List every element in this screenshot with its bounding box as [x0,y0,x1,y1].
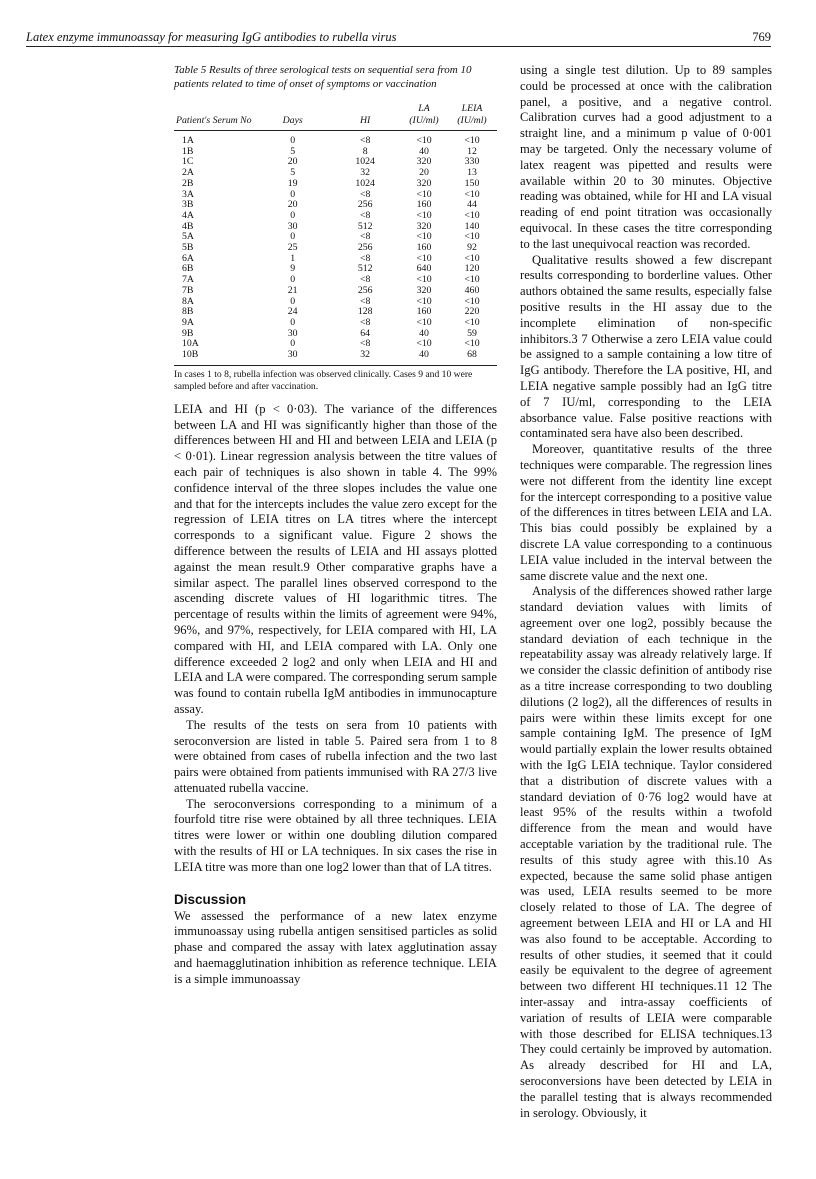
table-cell: 9 [290,263,296,275]
table-cell: <10 [464,188,480,200]
table-cell: 25 [287,242,298,254]
table-cell: 32 [360,167,371,179]
column-header: LEIA (IU/ml) [447,103,497,131]
table-cell: 1A [182,135,194,146]
table-cell: 7B [182,284,194,296]
table-cell: <10 [464,209,480,221]
table-cell: 4B [182,220,194,232]
table-cell: <10 [416,274,432,286]
paragraph: We assessed the performance of a new latex enzyme immunoassay using rubella antigen sensitised particles as solid phase and compared the assay with latex agglutination assay and haemagglutination inhibition as reference technique. LEIA is a simple immunoassay [174,908,497,986]
table-cell: <10 [416,135,432,146]
table-cell: 21 [287,284,298,296]
table-cell: <10 [464,316,480,328]
running-header [26,30,771,47]
table-row [174,222,497,233]
table-cell: 1024 [355,177,375,189]
table-cell: <8 [359,252,371,264]
table-row [174,168,497,179]
table-cell: 7A [182,274,194,286]
table-cell: <8 [359,338,371,350]
table-cell: 10A [182,338,199,350]
table-row [174,147,497,158]
table-row [174,131,497,147]
table-cell: 256 [357,242,373,254]
table-cell: <10 [464,295,480,307]
journal-running-title: Latex enzyme immunoassay for measuring IgG antibodies to rubella virus [26,30,397,44]
table-cell: 40 [419,327,429,339]
table-cell: 8A [182,295,194,307]
table-row [174,200,497,211]
table-row [174,286,497,297]
table-cell: 6B [182,263,194,275]
table-row [174,297,497,308]
table-cell: 1 [290,252,296,264]
right-column [520,63,772,1121]
paragraph: using a single test dilution. Up to 89 samples could be processed at once with the calibration panel, a positive, and a negative control. Calibration curves had a good adjustment to a straight line, and a minimum p value of 0·001 may be targeted. Only the necessary volume of latex reagent was pipetted and results were available within 20 to 30 minutes. Objective reading was obtained, while for HI and LA visual reading of end point titration was occasionally equivocal. In these cases the titre corresponding to the last unequivocal reaction was recorded. [520,63,772,251]
paragraph: The results of the tests on sera from 10 patients with seroconversion are listed in table 5. Paired sera from 1 to 8 were obtained from cases of rubella infection and the two last pairs were obtained from patients immunised with RA 27/3 live attenuated rubella vaccine. [174,717,497,795]
table-cell: <10 [464,135,480,146]
table-row [174,243,497,254]
table-cell: 460 [464,284,480,296]
paragraph: Qualitative results showed a few discrepant results corresponding to borderline values. Other authors obtained the same results, especially false positive results in the HI assay due to the incomplete elimination of non-specific inhibitors.3 7 Otherwise a zero LEIA value could be assigned to a sample containing a low titre of IgG antibody. Therefore the LA positive, HI, and LEIA negative sample possibly had an IgG titre of 7 IU/ml, corresponding to the LEIA absorbance value. False positive reactions with contaminated sera have also been described. [520,252,772,441]
table-cell: 24 [287,306,298,318]
table-cell: 3A [182,188,194,200]
table-cell: 8 [362,145,368,157]
table-row [174,350,497,365]
table-cell: 40 [419,145,429,157]
table-cell: 0 [290,209,296,221]
table-row [174,339,497,350]
table-cell: 640 [416,263,432,275]
table-cell: 320 [416,177,432,189]
results-table [174,103,497,365]
table-cell: 20 [419,167,429,179]
table-cell: 320 [416,220,432,232]
table-cell: 13 [467,167,477,179]
paragraph: Moreover, quantitative results of the three techniques were comparable. The regression lines were not different from the identity line except for the intercept corresponding to a positive value of the differences in titres between LEIA and LA. This bias could possibly be explained by a discrete LA value corresponding to a continuous LEIA value included in the interval between the same discrete value and the next one. [520,442,772,583]
table-cell: 0 [290,338,296,350]
table-cell: 0 [290,231,296,243]
table-row [174,264,497,275]
table-cell: <8 [359,295,371,307]
column-header: LA (IU/ml) [401,103,447,131]
table-cell: 40 [419,349,429,361]
table-cell: 5 [290,167,296,179]
table-cell: <10 [464,231,480,243]
table-cell: <10 [464,338,480,350]
table-cell: 2B [182,177,194,189]
table-row [174,190,497,201]
table-cell: 9A [182,316,194,328]
table-cell: 4A [182,209,194,221]
table-cell: <8 [359,188,371,200]
table-cell: <10 [464,274,480,286]
table-cell: 0 [290,316,296,328]
table-cell: 320 [416,156,432,168]
table-cell: 160 [416,199,432,211]
table-cell: 92 [467,242,477,254]
table-cell: <8 [359,316,371,328]
table-row [174,254,497,265]
table-cell: <10 [416,231,432,243]
table-cell: 64 [360,327,371,339]
table-cell: 160 [416,242,432,254]
table-cell: 12 [467,145,477,157]
table-row [174,232,497,243]
table-cell: 32 [360,349,371,361]
table-cell: 0 [290,274,296,286]
table-cell: 140 [464,220,480,232]
table-cell: <10 [416,295,432,307]
table-cell: 59 [467,327,477,339]
table-footnote: In cases 1 to 8, rubella infection was observed clinically. Cases 9 and 10 were sampled before and after vaccination. [174,365,497,393]
table-caption: Table 5 Results of three serological tests on sequential sera from 10 patients related to time of onset of symptoms or vaccination [174,64,472,90]
table-cell: 512 [357,220,373,232]
table-cell: 1024 [355,156,375,168]
table-cell: 256 [357,199,373,211]
table-cell: 0 [290,135,296,146]
table-cell: <8 [359,274,371,286]
table-cell: 150 [464,177,480,189]
table-cell: 512 [357,263,373,275]
table-cell: 5 [290,145,296,157]
table-cell: <10 [416,338,432,350]
table-cell: 1C [182,156,194,168]
left-body-text [174,402,497,988]
table-cell: 160 [416,306,432,318]
table-cell: <8 [359,209,371,221]
table-cell: 3B [182,199,194,211]
column-header: HI [329,103,401,131]
table-cell: 19 [287,177,298,189]
table-cell: <10 [464,252,480,264]
table-cell: 30 [287,349,298,361]
table-cell: 6A [182,252,194,264]
table-cell: 9B [182,327,194,339]
left-column [174,63,497,988]
table-cell: <8 [359,231,371,243]
table-cell: 128 [357,306,373,318]
page-number: 769 [752,30,771,44]
table-cell: 5B [182,242,194,254]
table-cell: 5A [182,231,194,243]
column-header: Patient's Serum No [174,103,256,131]
table-cell: 30 [287,220,298,232]
table-cell: <10 [416,188,432,200]
table-cell: 68 [467,349,477,361]
table-row [174,307,497,318]
table-row [174,211,497,222]
table-row [174,318,497,329]
table-cell: 8B [182,306,194,318]
table-cell: 320 [416,284,432,296]
table-row [174,329,497,340]
table-cell: 2A [182,167,194,179]
table-cell: 220 [464,306,480,318]
table-cell: 330 [464,156,480,168]
table-cell: 256 [357,284,373,296]
table-body [174,131,497,365]
table-cell: 30 [287,327,298,339]
table-cell: 20 [287,199,298,211]
column-header: Days [256,103,329,131]
paragraph: Analysis of the differences showed rather large standard deviation values with limits of agreement over one log2, possibly because the standard deviation of each technique in the repeatability assay was already relatively large. If we consider the classic definition of antibody rise as a titre increase corresponding to two doubling dilutions (2 log2), all the differences of results in pairs were within these limits except for one sample containing IgM. The presence of IgM would partially explain the lower results obtained with the IgG LEIA technique. Taylor considered that a distribution of discrete values with a standard deviation of 0·76 log2 would have at least 95% of the results within a twofold difference from the mean and would have acceptable variation by the traditional rule. The results of this study agree with this.10 As expected, because the same solid phase antigen was used, LEIA results seemed to be more closely related to those of LA. The degree of agreement between LEIA and HI or LA and HI was also found to be acceptable. According to results of other studies, it seemed that it could easily be equivalent to the degree of agreement between two different HI techniques.11 12 The inter-assay and intra-assay coefficients of variation of results of LEIA were comparable with those described for ELISA techniques.13 They could certainly be improved by automation. As already described for HI and LA, seroconversions have been detected by LEIA in the parallel testing that is always recommended in serology. Obviously, it [520,584,772,1120]
table-header-row [174,103,497,131]
table-cell: 120 [464,263,480,275]
table-row [174,275,497,286]
section-heading: Discussion [174,891,247,907]
table-cell: <10 [416,252,432,264]
paragraph: LEIA and HI (p < 0·03). The variance of the differences between LA and HI was significantly higher than those of the differences between HI and HI and between LEIA and LEIA (p < 0·01). Linear regression analysis between the titre values of each pair of techniques is also shown in table 4. The 99% confidence interval of the three slopes includes the value one and that for the intercepts includes the value zero except for the regression of LEIA titres on LA titres where the intercept corresponds to a significant value. Figure 2 shows the difference between the results of LEIA and HI assays plotted against the mean result.9 Other comparative graphs have a similar aspect. The parallel lines observed correspond to the ascending discrete values of HI logarithmic titres. The percentage of results within the limits of agreement were 94%, 96%, and 97%, respectively, for LEIA compared with HI, LA compared with HI, and LEIA compared with LA. Only one difference exceeded 2 log2 and only when LEIA and HI and LEIA and LA were compared. The corresponding serum sample was found to contain rubella IgM antibodies in immunocapture assay. [174,401,497,716]
table-cell: 0 [290,295,296,307]
table-cell: 0 [290,188,296,200]
table-row [174,179,497,190]
table-row [174,157,497,168]
table-cell: <10 [416,316,432,328]
table-cell: 44 [467,199,477,211]
table-cell: 10B [182,349,199,361]
table-cell: <10 [416,209,432,221]
paragraph: The seroconversions corresponding to a minimum of a fourfold titre rise were obtained by all three techniques. LEIA titres were lower or within one doubling dilution compared with the results of HI or LA techniques. In six cases the rise in LEIA titre was more than one log2 lower than that of LA titres. [174,796,497,874]
table-cell: 20 [287,156,298,168]
table-cell: 1B [182,145,194,157]
table-cell: <8 [359,135,371,146]
